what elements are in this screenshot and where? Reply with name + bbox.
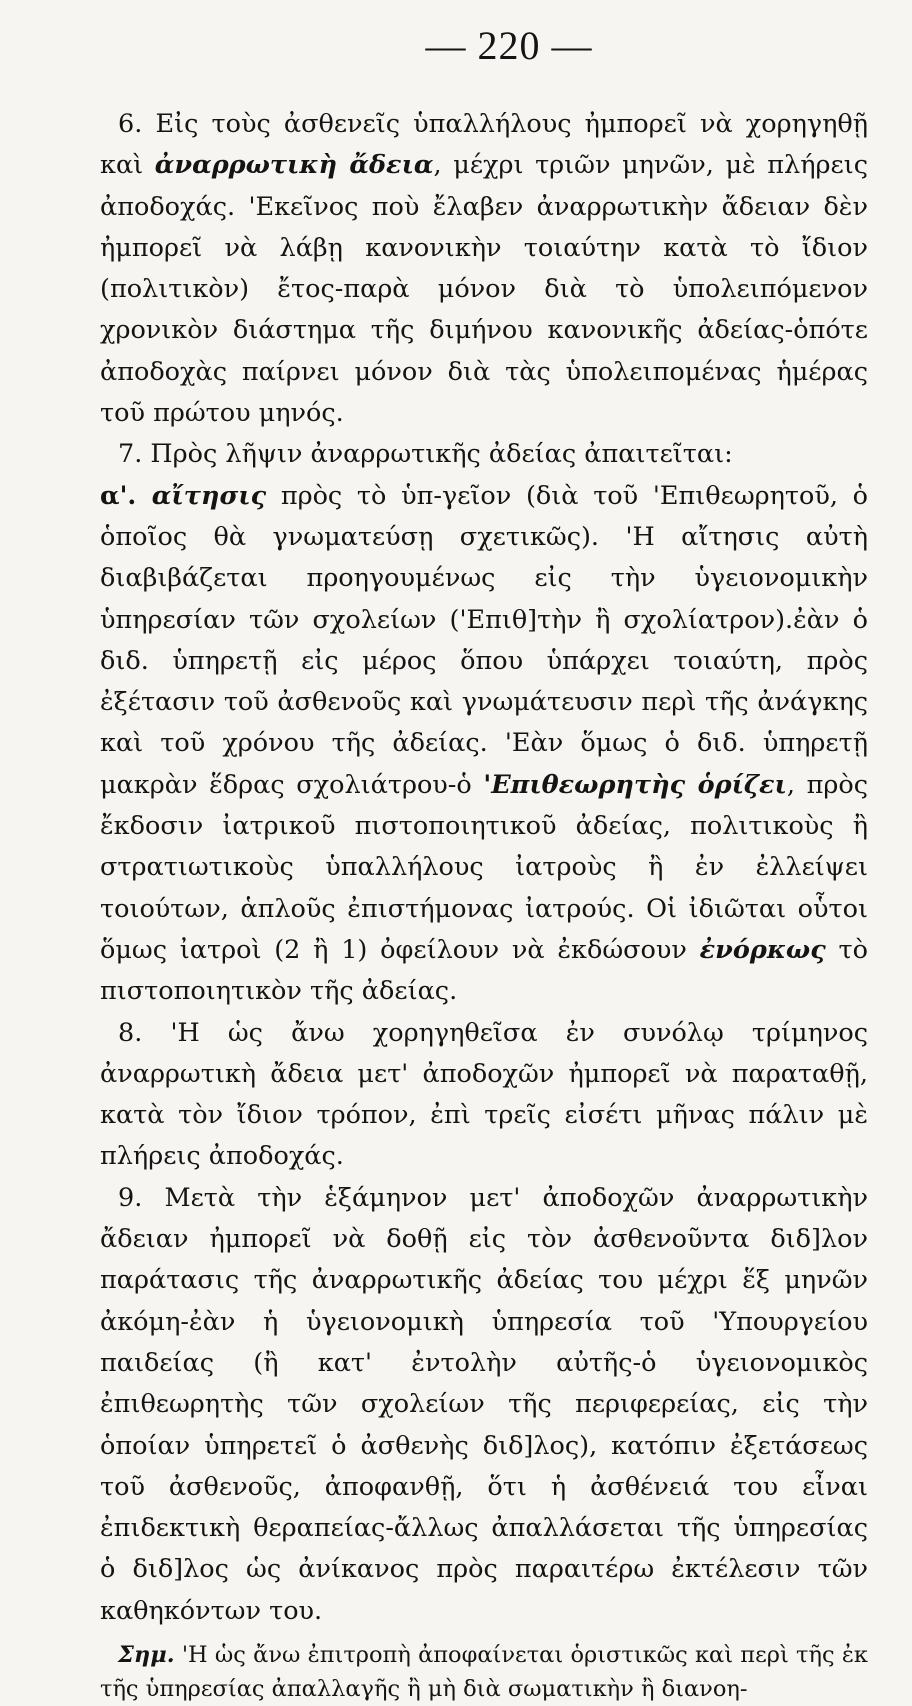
emphasized-text: ἀναρρωτικὴ ἄδεια [154, 150, 434, 181]
emphasized-text: α'. [100, 480, 152, 511]
text-run: 7. Πρὸς λῆψιν ἀναρρωτικῆς ἀδείας ἀπαιτεῖται: [118, 439, 733, 470]
text-run: , πρὸς ἔκδοσιν ἰατρικοῦ πιστοποιητικοῦ ἀδείας, πολιτικοὺς ἢ στρατιωτικοὺς ὑπαλλήλους ἰατροὺς ἢ ἐν ἐλλείψει τοιούτων, ἁπλοῦς ἐπιστήμονας ἰατρούς. Οἱ ἰδιῶται οὗτοι ὅμως ἰατροὶ (2 ἢ 1) ὀφείλουν νὰ ἐκδώσουν [100, 769, 868, 965]
text-run: 6. [118, 109, 156, 139]
body-text [100, 104, 868, 1706]
text-run: τὸ πιστοποιητικὸν τῆς ἀδείας. [100, 934, 868, 1007]
emphasized-text: αἴτησις [151, 480, 267, 511]
body-paragraph [100, 434, 868, 475]
text-run: 8. 'Η ὡς ἄνω χορηγηθεῖσα ἐν συνόλῳ τρίμηνος ἀναρρωτικὴ ἄδεια μετ' ἀποδοχῶν ἠμπορεῖ νὰ παραταθῇ, κατὰ τὸν ἴδιον τρόπον, ἐπὶ τρεῖς εἰσέτι μῆνας πάλιν μὲ πλήρεις ἀποδοχάς. [100, 1017, 868, 1172]
text-run: πρὸς τὸ ὑπ-γεῖον (διὰ τοῦ 'Επιθεωρητοῦ, ὁ ὁποῖος θὰ γνωματεύσῃ σχετικῶς). 'Η αἴτησις αὐτὴ διαβιβάζεται προηγουμένως εἰς τὴν ὑγειονομικὴν ὑπηρεσίαν τῶν σχολείων ('Επιθ]τὴν ἢ σχολίατρον).ἐὰν ὁ διδ. ὑπηρετῇ εἰς μέρος ὅπου ὑπάρχει τοιαύτη, πρὸς ἐξέτασιν τοῦ ἀσθενοῦς καὶ γνωμάτευσιν περὶ τῆς ἀνάγκης καὶ τοῦ χρόνου τῆς ἀδείας. 'Εὰν ὅμως ὁ διδ. ὑπηρετῇ μακρὰν ἕδρας σχολιάτρου-ὁ [100, 480, 869, 800]
emphasized-text: 'Επιθεωρητὴς ὁρίζει [483, 769, 787, 800]
emphasized-text: Σημ. [118, 1641, 175, 1668]
text-run: 9. Μετὰ τὴν ἑξάμηνον μετ' ἀποδοχῶν ἀναρρωτικὴν ἄδειαν ἠμπορεῖ νὰ δοθῇ εἰς τὸν ἀσθενοῦντα διδ]λον παράτασις τῆς ἀναρρωτικῆς ἀδείας του μέχρι ἕξ μηνῶν ἀκόμη-ἐὰν ἡ ὑγειονομικὴ ὑπηρεσία τοῦ 'Υπουργείου παιδείας (ἢ κατ' ἐντολὴν αὐτῆς-ὁ ὑγειονομικὸς ἐπιθεωρητὴς τῶν σχολείων τῆς περιφερείας, εἰς τὴν ὁποίαν ὑπηρετεῖ ὁ ἀσθενὴς διδ]λος), κατόπιν ἐξετάσεως τοῦ ἀσθενοῦς, ἀποφανθῇ, ὅτι ἡ ἀσθένειά του εἶναι ἐπιδεκτικὴ θεραπείας-ἄλλως ἀπαλλάσεται τῆς ὑπηρεσίας ὁ διδ]λος ὡς ἀνίκανος πρὸς παραιτέρω ἐκτέλεσιν τῶν καθηκόντων του. [100, 1182, 868, 1626]
text-run: , μέχρι τριῶν μηνῶν, μὲ πλήρεις ἀποδοχάς. 'Εκεῖνος ποὺ ἔλαβεν ἀναρρωτικὴν ἄδειαν δὲν ἠμπορεῖ νὰ λάβῃ κανονικὴν τοιαύτην κατὰ τὸ ἴδιον (πολιτικὸν) ἔτος-παρὰ μόνον διὰ τὸ ὑπολειπόμενον χρονικὸν διάστημα τῆς διμήνου κανονικῆς ἀδείας-ὁπότε ἀποδοχὰς παίρνει μόνον διὰ τὰς ὑπολειπομένας ἡμέρας τοῦ πρώτου μηνός. [100, 150, 868, 429]
body-paragraph [100, 476, 868, 1013]
page-number: — 220 — [425, 23, 593, 68]
body-paragraph [100, 1013, 868, 1178]
text-run: Εἰς τοὺς ἀσθενεῖς ὑπαλλήλους ἠμπορεῖ νὰ χορηγηθῇ καὶ [100, 109, 869, 181]
emphasized-text: ἐνόρκως [699, 934, 826, 965]
text-run: 'Η ὡς ἄνω ἐπιτροπὴ ἀποφαίνεται ὁριστικῶς καὶ περὶ τῆς ἐκ τῆς ὑπηρεσίας ἀπαλλαγῆς ἢ μὴ διὰ σωματικὴν ἢ διανοη- [100, 1641, 868, 1702]
body-paragraph [100, 1178, 868, 1632]
footnote-paragraph [100, 1638, 868, 1706]
body-paragraph [100, 104, 868, 434]
